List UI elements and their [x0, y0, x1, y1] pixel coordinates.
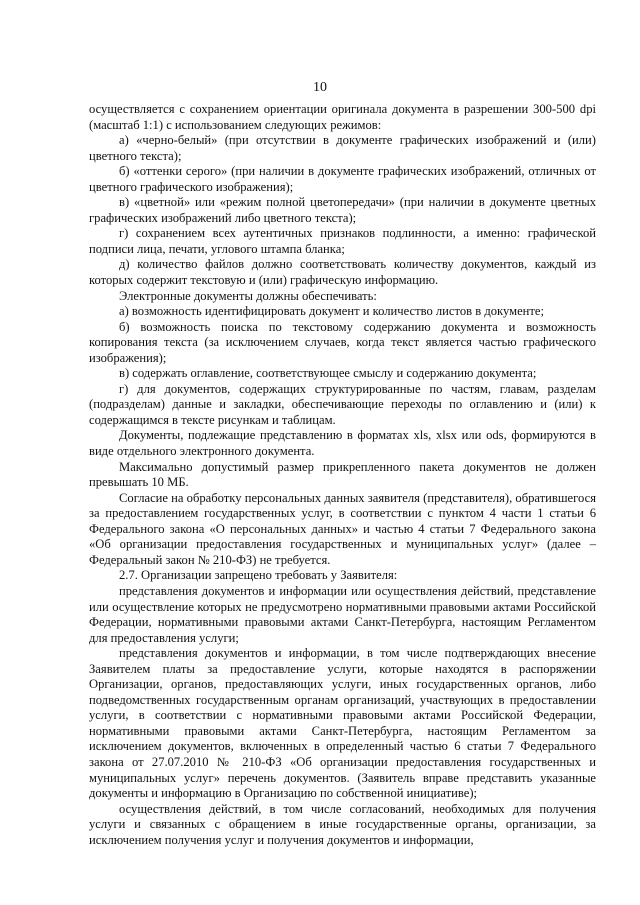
paragraph: Максимально допустимый размер прикрепленного пакета документов не должен превышать 10 МБ. — [89, 459, 596, 490]
paragraph: а) возможность идентифицировать документ и количество листов в документе; — [119, 304, 544, 319]
paragraph: б) возможность поиска по текстовому содержанию документа и возможность копирования текста (за исключением случаев, когда текст является частью графического изображения); — [89, 319, 596, 365]
document-body — [89, 102, 596, 848]
paragraph: г) для документов, содержащих структурированные по частям, главам, разделам (подразделам) данные и закладки, обеспечивающие переходы по оглавлению и (или) к содержащимся в тексте рисункам и таблицам. — [89, 381, 596, 427]
paragraph: 2.7. Организации запрещено требовать у Заявителя: — [119, 568, 398, 583]
paragraph: представления документов и информации или осуществления действий, представление или осуществление которых не предусмотрено нормативными правовыми актами Российской Федерации, нормативными правовыми актами Санкт-Петербурга, настоящим Регламентом для предоставления услуги; — [89, 583, 596, 645]
paragraph: Электронные документы должны обеспечивать: — [119, 288, 377, 303]
paragraph: осуществления действий, в том числе согласований, необходимых для получения услуги и связанных с обращением в иные государственные органы, организации, за исключением получения услуг и получения документов и информации, — [89, 801, 596, 847]
paragraph: представления документов и информации, в том числе подтверждающих внесение Заявителем платы за предоставление услуги, которые находятся в распоряжении Организации, органов, предоставляющих услуги, иных государственных органов, либо подведомственных государственным органам организаций, участвующих в предоставлении услуги, в соответствии с нормативными правовыми актами Российской Федерации, нормативными правовыми актами Санкт-Петербурга, настоящим Регламентом за исключением документов, включенных в определенный частью 6 статьи 7 Федерального закона от 27.07.2010 № 210-ФЗ «Об организации предоставления государственных и муниципальных услуг» перечень документов. (Заявитель вправе представить указанные документы и информацию в Организацию по собственной инициативе); — [89, 646, 596, 801]
paragraph: осуществляется с сохранением ориентации оригинала документа в разрешении 300-500 dpi (масштаб 1:1) с использованием следующих режимов: — [89, 102, 596, 132]
paragraph: в) «цветной» или «режим полной цветопередачи» (при наличии в документе цветных графических изображений либо цветного текста); — [89, 195, 596, 225]
paragraph: Документы, подлежащие представлению в форматах xls, xlsx или ods, формируются в виде отдельного электронного документа. — [89, 428, 596, 459]
paragraph: а) «черно-белый» (при отсутствии в документе графических изображений и (или) цветного текста); — [89, 133, 596, 163]
paragraph: г) сохранением всех аутентичных признаков подлинности, а именно: графической подписи лица, печати, углового штампа бланка; — [89, 226, 596, 256]
paragraph: б) «оттенки серого» (при наличии в документе графических изображений, отличных от цветного графического изображения); — [89, 164, 596, 194]
paragraph: д) количество файлов должно соответствовать количеству документов, каждый из которых содержит текстовую и (или) графическую информацию. — [89, 257, 596, 288]
paragraph: Согласие на обработку персональных данных заявителя (представителя), обратившегося за предоставлением государственных услуг, в соответствии с пунктом 4 части 1 статьи 6 Федерального закона «О персональных данных» и частью 4 статьи 7 Федерального закона «Об организации предоставления государственных и муниципальных услуг» (далее – Федеральный закон № 210-ФЗ) не требуется. — [89, 490, 596, 567]
paragraph: в) содержать оглавление, соответствующее смыслу и содержанию документа; — [119, 366, 537, 381]
page-number: 10 — [313, 80, 327, 95]
